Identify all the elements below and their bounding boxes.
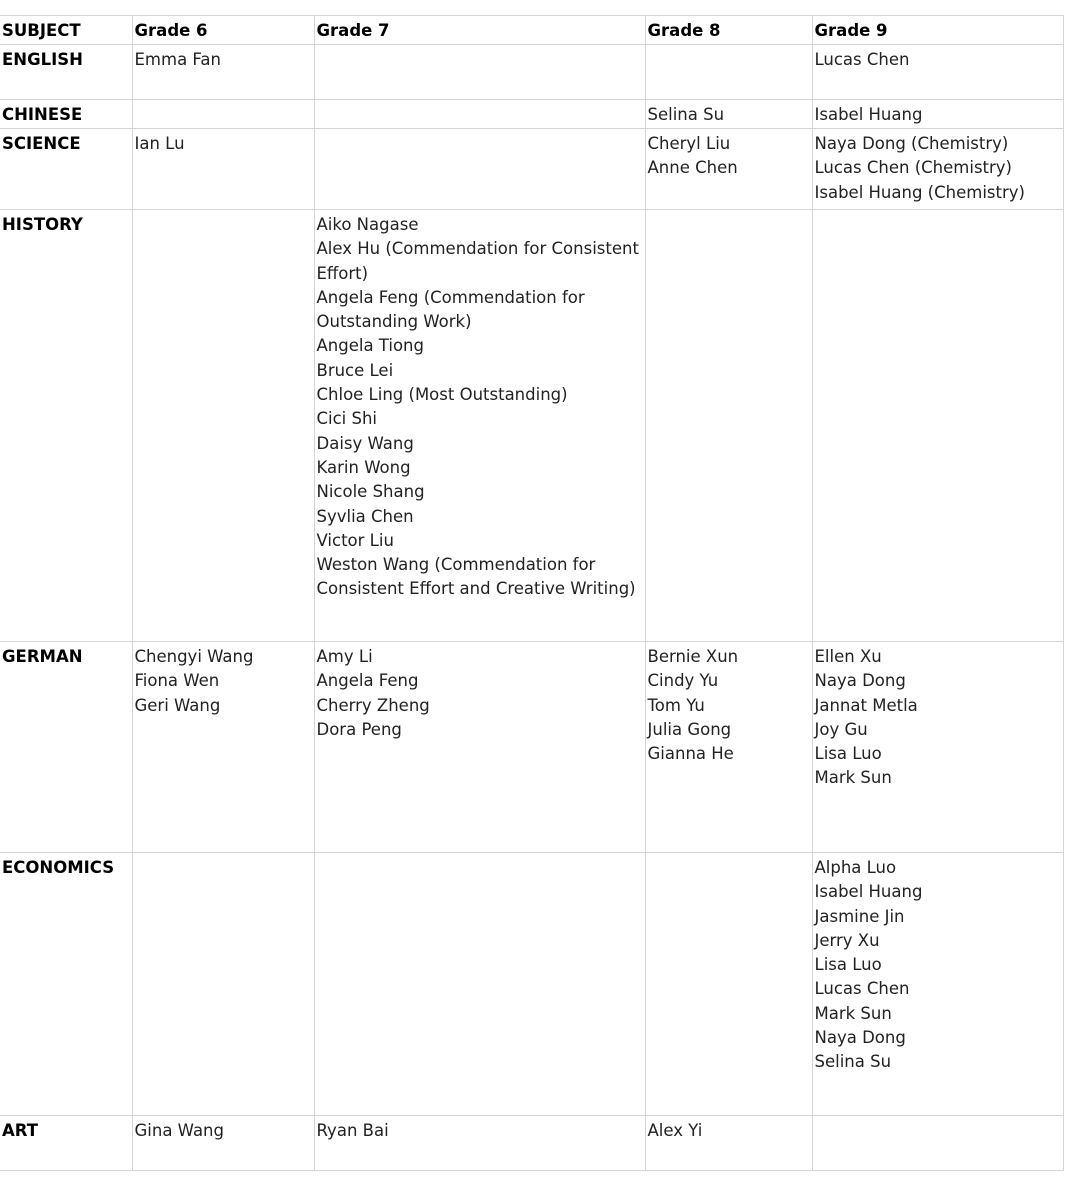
cell-line: Tom Yu [647,695,705,715]
cell-line: Mark Sun [814,768,892,788]
cell-line: Dora Peng [316,719,402,739]
header-cell-subject[interactable]: SUBJECT [0,16,132,45]
header-cell-grade7[interactable]: Grade 7 [314,16,645,45]
cell-line: Geri Wang [134,695,221,715]
row-art [0,1116,1063,1171]
row-economics [0,853,1063,1116]
cell-line: Angela Tiong [316,336,424,356]
cell-line: Cheryl Liu [647,134,731,153]
cell-line: Victor Liu [316,530,394,550]
cell-history-grade8[interactable] [645,210,812,642]
cell-economics-grade7[interactable] [314,853,645,1116]
cell-economics-grade8[interactable] [645,853,812,1116]
subject-cell-art[interactable]: ART [0,1116,132,1171]
cell-economics-grade6[interactable] [132,853,314,1116]
cell-line: Amy Li [316,647,373,666]
cell-line: Isabel Huang [814,105,923,124]
cell-line: Lucas Chen (Chemistry) [814,158,1012,178]
cell-line: Fiona Wen [134,671,220,691]
cell-line: Gianna He [647,744,734,764]
subject-cell-english[interactable]: ENGLISH [0,45,132,100]
cell-line: Jasmine Jin [814,906,905,926]
cell-science-grade9[interactable] [812,129,1063,210]
cell-line: Cherry Zheng [316,695,430,715]
cell-line: Consistent Effort and Creative Writing) [316,579,636,599]
cell-line: Anne Chen [647,158,738,178]
row-english [0,45,1063,100]
cell-german-grade6[interactable] [132,642,314,853]
cell-line: Lucas Chen [814,979,910,999]
cell-line: Lisa Luo [814,955,882,975]
cell-art-grade9[interactable] [812,1116,1063,1171]
cell-line: Isabel Huang [814,882,923,902]
cell-english-grade9[interactable] [812,45,1063,100]
subject-cell-history[interactable]: HISTORY [0,210,132,642]
cell-line: Gina Wang [134,1121,224,1140]
cell-line: Alex Yi [647,1121,703,1140]
cell-line: Jannat Metla [814,695,918,715]
cell-line: Naya Dong [814,1028,906,1048]
cell-line: Cici Shi [316,409,378,429]
cell-line: Chloe Ling (Most Outstanding) [316,385,568,405]
cell-line: Julia Gong [647,719,732,739]
cell-science-grade7[interactable] [314,129,645,210]
cell-line: Nicole Shang [316,482,425,502]
cell-line: Joy Gu [814,719,868,739]
cell-line: Angela Feng (Commendation for [316,287,585,307]
subject-cell-german[interactable]: GERMAN [0,642,132,853]
cell-line: Effort) [316,263,369,283]
cell-art-grade8[interactable] [645,1116,812,1171]
cell-english-grade7[interactable] [314,45,645,100]
cell-line: Ian Lu [134,134,185,153]
cell-history-grade7[interactable] [314,210,645,642]
cell-art-grade7[interactable] [314,1116,645,1171]
cell-line: Lucas Chen [814,50,910,69]
cell-chinese-grade8[interactable] [645,100,812,129]
cell-line: Ellen Xu [814,647,882,666]
cell-chinese-grade9[interactable] [812,100,1063,129]
cell-line: Alex Hu (Commendation for Consistent [316,239,639,259]
cell-history-grade6[interactable] [132,210,314,642]
header-cell-grade8[interactable]: Grade 8 [645,16,812,45]
cell-line: Emma Fan [134,50,221,69]
cell-line: Angela Feng [316,671,419,691]
cell-line: Mark Sun [814,1003,892,1023]
header-row [0,16,1063,45]
cell-line: Aiko Nagase [316,215,419,234]
cell-line: Lisa Luo [814,744,882,764]
cell-economics-grade9[interactable] [812,853,1063,1116]
cell-history-grade9[interactable] [812,210,1063,642]
cell-line: Bruce Lei [316,360,394,380]
cell-german-grade9[interactable] [812,642,1063,853]
cell-line: Syvlia Chen [316,506,414,526]
cell-line: Cindy Yu [647,671,719,691]
subject-cell-chinese[interactable]: CHINESE [0,100,132,129]
row-science [0,129,1063,210]
cell-line: Outstanding Work) [316,312,472,332]
awards-table [0,15,1064,1171]
cell-line: Bernie Xun [647,647,739,666]
cell-science-grade8[interactable] [645,129,812,210]
cell-line: Alpha Luo [814,858,897,877]
cell-science-grade6[interactable] [132,129,314,210]
row-german [0,642,1063,853]
cell-line: Chengyi Wang [134,647,254,666]
cell-line: Weston Wang (Commendation for [316,555,596,575]
cell-line: Naya Dong (Chemistry) [814,134,1009,153]
cell-line: Daisy Wang [316,433,414,453]
cell-line: Selina Su [647,105,725,124]
cell-german-grade8[interactable] [645,642,812,853]
cell-art-grade6[interactable] [132,1116,314,1171]
cell-line: Jerry Xu [814,930,880,950]
spreadsheet-sheet [0,15,1063,1171]
header-cell-grade6[interactable]: Grade 6 [132,16,314,45]
cell-chinese-grade6[interactable] [132,100,314,129]
cell-chinese-grade7[interactable] [314,100,645,129]
header-cell-grade9[interactable]: Grade 9 [812,16,1063,45]
cell-line: Karin Wong [316,457,411,477]
row-chinese [0,100,1063,129]
cell-line: Isabel Huang (Chemistry) [814,182,1025,202]
cell-line: Selina Su [814,1052,892,1072]
subject-cell-economics[interactable]: ECONOMICS [0,853,132,1116]
subject-cell-science[interactable]: SCIENCE [0,129,132,210]
cell-english-grade6[interactable] [132,45,314,100]
cell-german-grade7[interactable] [314,642,645,853]
cell-line: Ryan Bai [316,1121,389,1140]
row-history [0,210,1063,642]
cell-english-grade8[interactable] [645,45,812,100]
cell-line: Naya Dong [814,671,906,691]
